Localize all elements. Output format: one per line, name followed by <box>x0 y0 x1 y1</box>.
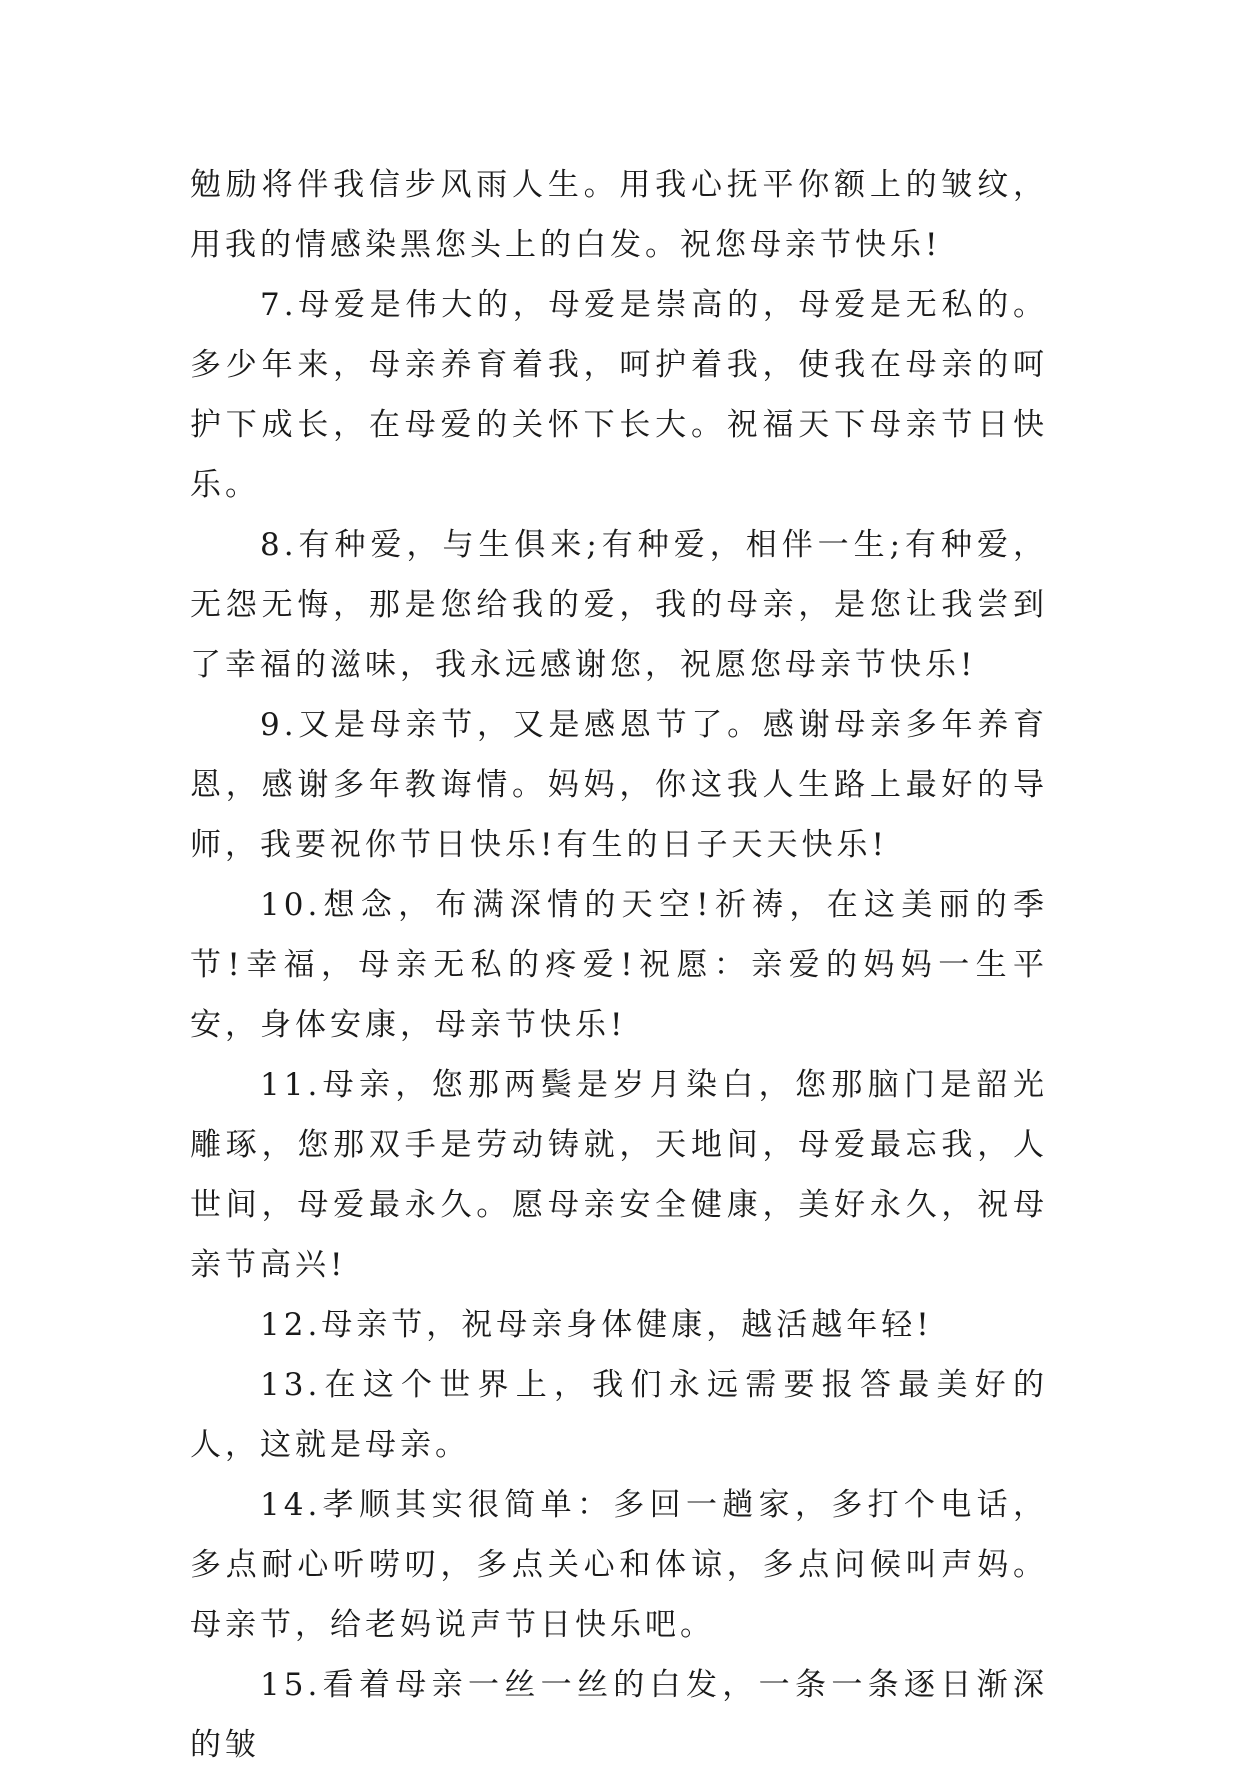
paragraph-9: 9.又是母亲节，又是感恩节了。感谢母亲多年养育恩，感谢多年教诲情。妈妈，你这我人生路上最好的导师，我要祝你节日快乐!有生的日子天天快乐! <box>190 707 1048 863</box>
paragraph-10: 10.想念，布满深情的天空!祈祷，在这美丽的季节!幸福，母亲无私的疼爱!祝愿：亲爱的妈妈一生平安，身体安康，母亲节快乐! <box>190 887 1048 1043</box>
paragraph-12: 12.母亲节，祝母亲身体健康，越活越年轻! <box>260 1307 933 1343</box>
paragraph-13: 13.在这个世界上，我们永远需要报答最美好的人，这就是母亲。 <box>190 1367 1048 1463</box>
paragraph-7: 7.母爱是伟大的，母爱是崇高的，母爱是无私的。多少年来，母亲养育着我，呵护着我，使我在母亲的呵护下成长，在母爱的关怀下长大。祝福天下母亲节日快乐。 <box>190 287 1048 503</box>
body-text <box>190 155 1048 1775</box>
paragraph-14: 14.孝顺其实很简单：多回一趟家，多打个电话，多点耐心听唠叨，多点关心和体谅，多点问候叫声妈。母亲节，给老妈说声节日快乐吧。 <box>190 1487 1048 1643</box>
paragraph-8: 8.有种爱，与生俱来;有种爱，相伴一生;有种爱，无怨无悔，那是您给我的爱，我的母亲，是您让我尝到了幸福的滋味，我永远感谢您，祝愿您母亲节快乐! <box>190 527 1048 683</box>
paragraph-15: 15.看着母亲一丝一丝的白发，一条一条逐日渐深的皱 <box>190 1667 1048 1763</box>
paragraph-11: 11.母亲，您那两鬓是岁月染白，您那脑门是韶光雕琢，您那双手是劳动铸就，天地间，母爱最忘我，人世间，母爱最永久。愿母亲安全健康，美好永久，祝母亲节高兴! <box>190 1067 1048 1283</box>
paragraph-continued: 勉励将伴我信步风雨人生。用我心抚平你额上的皱纹，用我的情感染黑您头上的白发。祝您母亲节快乐! <box>190 167 1048 263</box>
